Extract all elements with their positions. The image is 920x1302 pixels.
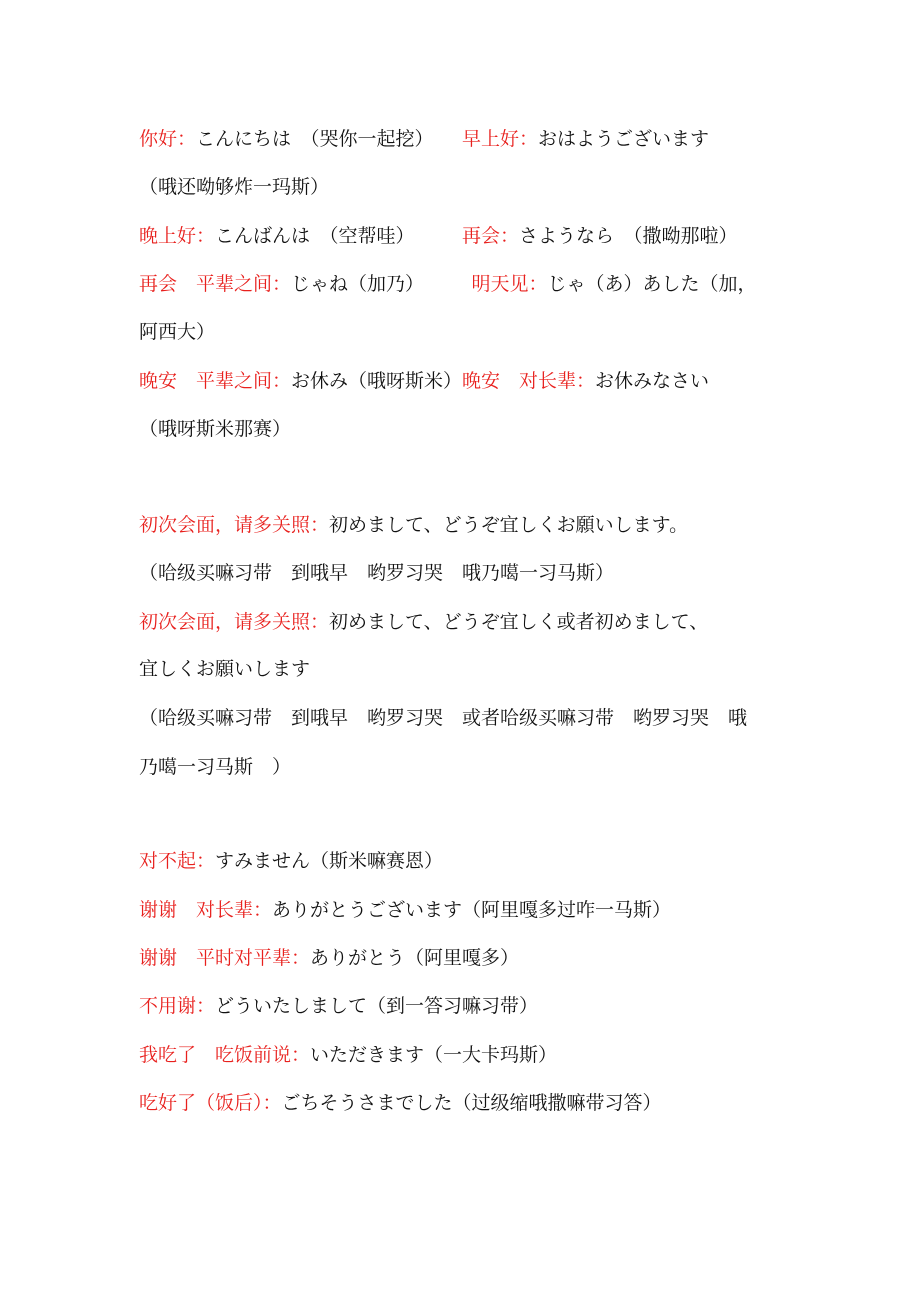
- text-line: [139, 513, 688, 537]
- phrase-text: じゃ（あ）あした（加，: [547, 273, 757, 295]
- term-label: 谢谢 对长辈：: [139, 899, 273, 921]
- phrase-text: 宜しくお願いします: [139, 658, 311, 680]
- term-label: 初次会面，请多关照：: [139, 514, 330, 536]
- text-line: [139, 272, 757, 296]
- term-label: 吃好了（饭后）：: [139, 1092, 282, 1114]
- term-label: 明天见：: [471, 273, 548, 295]
- phrase-text: お休み（哦呀斯米）: [291, 370, 463, 392]
- phrase-text: ありがとうございます（阿里嘎多过咋一马斯）: [272, 899, 672, 921]
- phrase-text: いただきます（一大卡玛斯）: [310, 1044, 558, 1066]
- term-label: 我吃了 吃饭前说：: [139, 1044, 311, 1066]
- phrase-text: お休みなさい: [595, 370, 710, 392]
- text-line: [139, 561, 614, 585]
- text-line: [139, 369, 709, 393]
- phrase-text: こんばんは （空帮哇）: [215, 225, 463, 247]
- phrase-text: 初めまして、どうぞ宜しくお願いします。: [329, 514, 689, 536]
- phrase-text: （哦呀斯米那赛）: [139, 418, 292, 440]
- term-label: 早上好：: [462, 128, 539, 150]
- text-line: [139, 127, 709, 151]
- text-line: [139, 946, 519, 970]
- text-line: [139, 175, 329, 199]
- text-line: [139, 657, 310, 681]
- text-line: [139, 1091, 662, 1115]
- term-label: 对不起：: [139, 850, 216, 872]
- phrase-text: こんにちは （哭你一起挖）: [196, 128, 463, 150]
- text-line: [139, 224, 738, 248]
- text-line: [139, 849, 443, 873]
- term-label: 晚安 对长辈：: [462, 370, 596, 392]
- text-line: [139, 320, 215, 344]
- text-line: [139, 755, 291, 779]
- term-label: 你好：: [139, 128, 197, 150]
- phrase-text: じゃね（加乃）: [291, 273, 472, 295]
- term-label: 晚上好：: [139, 225, 216, 247]
- phrase-text: さようなら （撒呦那啦）: [519, 225, 738, 247]
- text-line: [139, 417, 291, 441]
- phrase-text: 初めまして、どうぞ宜しく或者初めまして、: [329, 611, 709, 633]
- term-label: 晚安 平辈之间：: [139, 370, 292, 392]
- term-label: 不用谢：: [139, 995, 216, 1017]
- term-label: 谢谢 平时对平辈：: [139, 947, 311, 969]
- phrase-text: おはようございます: [538, 128, 710, 150]
- text-line: [139, 898, 671, 922]
- term-label: 再会：: [462, 225, 520, 247]
- term-label: 再会 平辈之间：: [139, 273, 292, 295]
- text-line: [139, 706, 747, 730]
- phrase-text: ありがとう（阿里嘎多）: [310, 947, 520, 969]
- phrase-text: （哈级买嘛习带 到哦早 哟罗习哭 哦乃噶一习马斯）: [139, 562, 615, 584]
- phrase-text: 阿西大）: [139, 321, 216, 343]
- text-line: [139, 1043, 557, 1067]
- phrase-text: 乃噶一习马斯 ）: [139, 756, 292, 778]
- term-label: 初次会面，请多关照：: [139, 611, 330, 633]
- text-line: [139, 994, 538, 1018]
- phrase-text: （哦还呦够炸一玛斯）: [139, 176, 330, 198]
- phrase-text: どういたしまして（到一答习嘛习带）: [215, 995, 539, 1017]
- phrase-text: （哈级买嘛习带 到哦早 哟罗习哭 或者哈级买嘛习带 哟罗习哭 哦: [139, 707, 748, 729]
- text-line: [139, 610, 708, 634]
- phrase-text: ごちそうさまでした（过级缩哦撒嘛带习答）: [281, 1092, 662, 1114]
- phrase-text: すみません（斯米嘛赛恩）: [215, 850, 444, 872]
